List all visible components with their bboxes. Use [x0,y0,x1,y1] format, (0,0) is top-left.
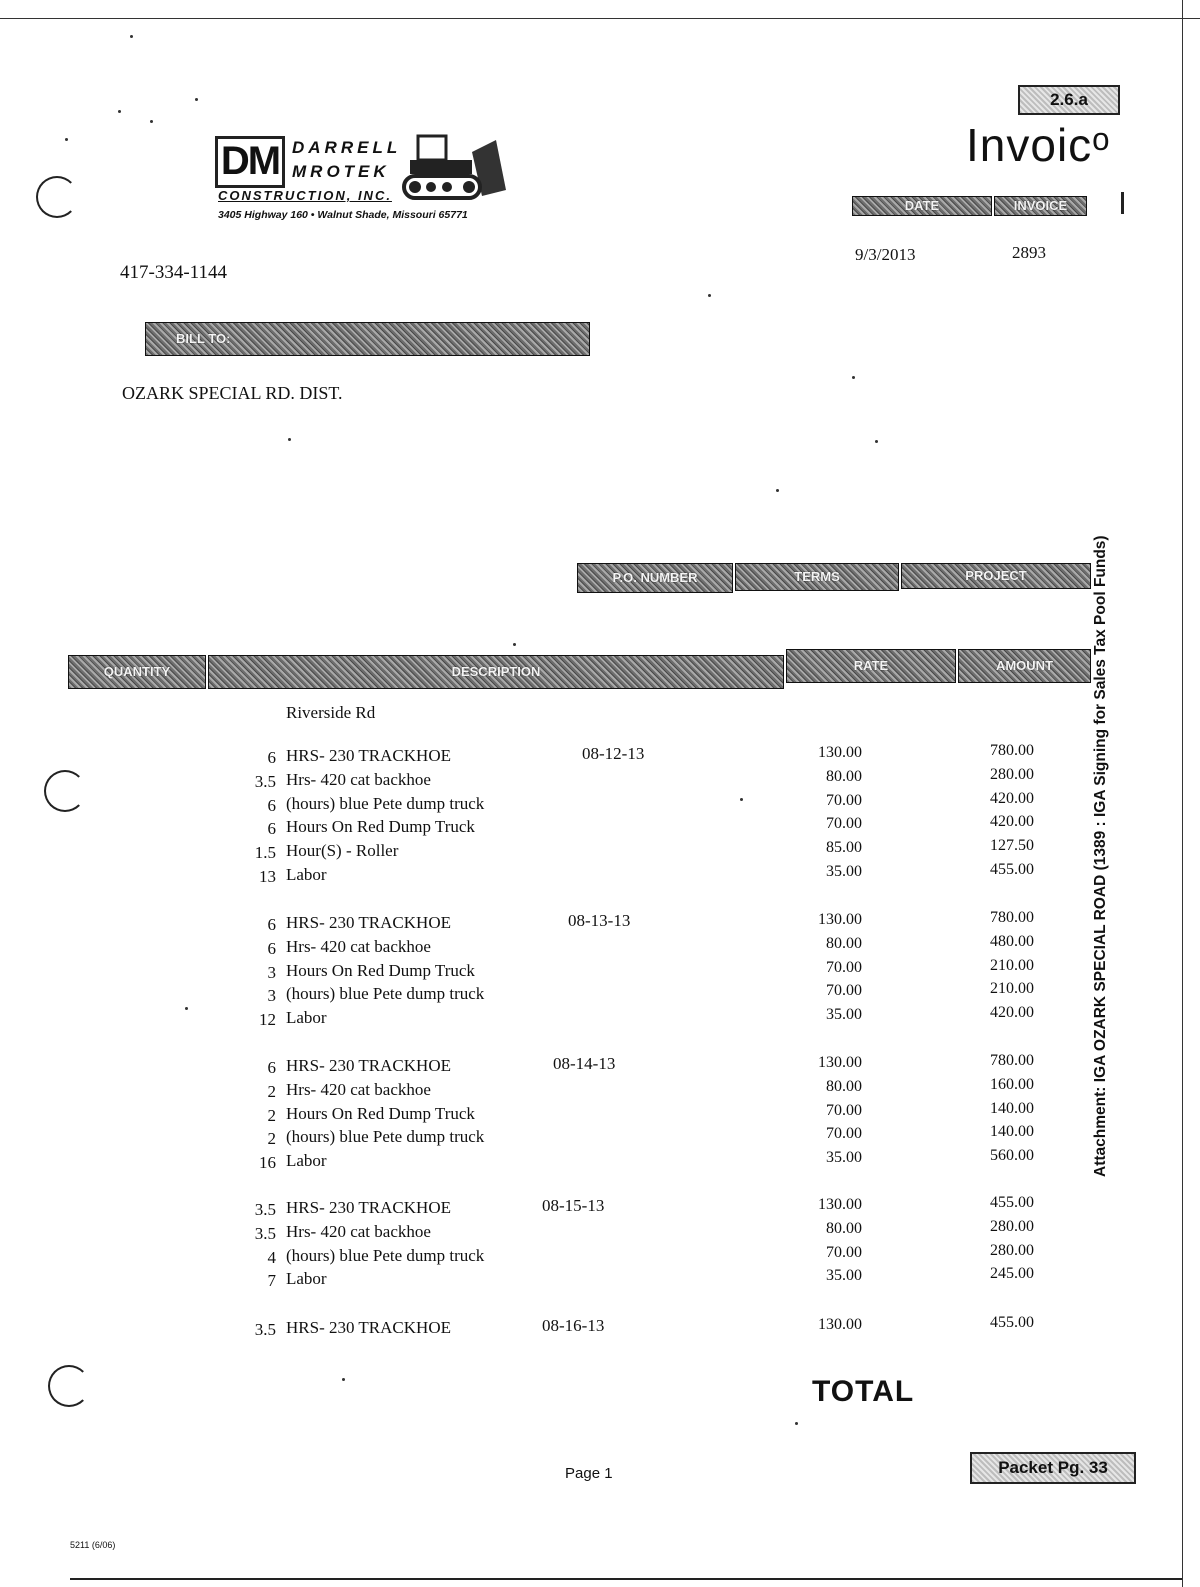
speck [118,110,121,113]
item-amount: 420.00 [990,1004,1034,1022]
item-description: HRS- 230 TRACKHOE [286,1318,451,1337]
service-date: 08-14-13 [553,1054,616,1073]
item-description: Hours On Red Dump Truck [286,817,475,837]
item-description: HRS- 230 TRACKHOE [286,746,451,765]
packet-page-stamp: Packet Pg. 33 [970,1452,1136,1484]
invoice-number-header: INVOICE [994,196,1087,216]
item-rate: 35.00 [826,1267,862,1285]
item-rate: 80.00 [826,934,862,952]
item-description: Labor [286,1151,327,1171]
item-rate: 130.00 [818,1054,862,1071]
item-quantity: 3 [267,962,276,982]
speck [740,798,743,801]
item-description: Hrs- 420 cat backhoe [286,1079,431,1099]
item-rate: 130.00 [818,744,862,761]
item-quantity: 3.5 [254,771,276,791]
item-description: Labor [286,1269,327,1289]
company-logo-mark: DM [215,136,285,188]
speck [130,35,133,38]
item-amount: 560.00 [990,1147,1034,1165]
project-name: Riverside Rd [286,703,376,722]
item-description: (hours) blue Pete dump truck [286,1127,485,1147]
item-quantity: 2 [267,1105,276,1125]
item-quantity: 7 [267,1271,276,1291]
item-amount: 455.00 [990,1314,1034,1331]
section-stamp: 2.6.a [1018,85,1120,115]
item-rate: 80.00 [826,767,862,785]
item-amount: 280.00 [990,1217,1034,1235]
speck [513,643,516,646]
item-rate: 70.00 [826,958,862,976]
item-quantity: 1.5 [254,843,276,863]
scan-bottom-edge [70,1578,1182,1580]
mark [1121,192,1124,214]
item-rate: 35.00 [826,1149,862,1167]
speck [195,98,198,101]
item-amount: 245.00 [990,1265,1034,1283]
total-label: TOTAL [812,1375,915,1408]
item-rate: 70.00 [826,1243,862,1261]
bill-to-header: BILL TO: [145,322,590,356]
scan-top-edge [0,18,1200,19]
company-phone: 417-334-1144 [120,262,227,283]
item-amount: 780.00 [990,1052,1034,1069]
item-amount: 455.00 [990,1194,1034,1211]
item-description: (hours) blue Pete dump truck [286,1245,485,1265]
item-rate: 130.00 [818,1316,862,1333]
hole-punch-top [36,176,78,218]
item-amount: 127.50 [990,837,1034,855]
bill-to-name: OZARK SPECIAL RD. DIST. [122,383,343,403]
item-quantity: 2 [267,1129,276,1149]
item-description: HRS- 230 TRACKHOE [286,913,451,932]
po-number-header: P.O. NUMBER [577,563,733,593]
item-amount: 280.00 [990,765,1034,783]
speck [875,440,878,443]
item-rate: 70.00 [826,1125,862,1143]
item-quantity: 3.5 [254,1320,276,1339]
item-quantity: 3.5 [254,1223,276,1243]
item-amount: 420.00 [990,789,1034,807]
attachment-note: Attachment: IGA OZARK SPECIAL ROAD (1389 : IGA Signing for Sales Tax Pool Funds) [1092,535,1109,1177]
item-description: Labor [286,865,327,884]
service-date: 08-12-13 [582,744,645,763]
item-amount: 780.00 [990,909,1034,926]
company-name-line1: DARRELL [292,138,402,157]
speck [150,120,153,123]
item-quantity: 3.5 [254,1200,276,1219]
item-amount: 210.00 [990,956,1034,974]
item-description: Labor [286,1008,327,1028]
item-description: HRS- 230 TRACKHOE [286,1056,451,1075]
form-code: 5211 (6/06) [70,1540,116,1550]
item-amount: 140.00 [990,1123,1034,1141]
service-date: 08-16-13 [542,1316,605,1335]
item-description: Hrs- 420 cat backhoe [286,1221,431,1241]
item-rate: 130.00 [818,911,862,928]
scan-right-edge [1182,0,1183,1587]
item-amount: 420.00 [990,813,1034,831]
item-rate: 70.00 [826,1101,862,1119]
item-amount: 480.00 [990,932,1034,950]
item-quantity: 6 [267,819,276,839]
item-rate: 70.00 [826,791,862,809]
item-quantity: 12 [259,1010,276,1030]
item-quantity: 6 [267,1058,276,1077]
bulldozer-icon [398,130,510,206]
speck [65,138,68,141]
item-quantity: 16 [259,1153,276,1173]
item-description: Hour(S) - Roller [286,841,399,861]
hole-punch-bottom [48,1365,90,1407]
company-name-line3: CONSTRUCTION, INC. [218,188,392,203]
hole-punch-middle [44,770,86,812]
invoice-date: 9/3/2013 [855,245,916,264]
item-amount: 455.00 [990,861,1034,878]
speck [776,489,779,492]
service-date: 08-15-13 [542,1196,605,1215]
terms-header: TERMS [735,563,899,591]
project-header: PROJECT [901,563,1091,589]
item-rate: 70.00 [826,815,862,833]
item-description: HRS- 230 TRACKHOE [286,1198,451,1217]
item-rate: 80.00 [826,1219,862,1237]
speck [852,376,855,379]
speck [185,1007,188,1010]
item-rate: 130.00 [818,1196,862,1213]
speck [342,1378,345,1381]
item-amount: 160.00 [990,1075,1034,1093]
item-quantity: 13 [259,867,276,886]
item-amount: 210.00 [990,980,1034,998]
invoice-title: Invoicᵒ [966,119,1111,171]
item-quantity: 6 [267,748,276,767]
amount-column-header: AMOUNT [958,649,1091,683]
item-quantity: 4 [267,1247,276,1267]
item-rate: 35.00 [826,863,862,880]
speck [795,1422,798,1425]
date-header: DATE [852,196,992,216]
item-rate: 80.00 [826,1077,862,1095]
company-name-line2: MROTEK [292,162,390,181]
item-quantity: 6 [267,938,276,958]
description-column-header: DESCRIPTION [208,655,784,689]
item-description: Hrs- 420 cat backhoe [286,769,431,789]
page-number: Page 1 [565,1465,613,1482]
item-quantity: 3 [267,986,276,1006]
item-description: Hrs- 420 cat backhoe [286,936,431,956]
item-quantity: 6 [267,915,276,934]
speck [708,294,711,297]
quantity-column-header: QUANTITY [68,655,206,689]
item-quantity: 2 [267,1081,276,1101]
item-quantity: 6 [267,795,276,815]
item-amount: 280.00 [990,1241,1034,1259]
service-date: 08-13-13 [568,911,631,930]
item-rate: 35.00 [826,1006,862,1024]
item-amount: 140.00 [990,1099,1034,1117]
speck [288,438,291,441]
item-description: Hours On Red Dump Truck [286,960,475,980]
item-amount: 780.00 [990,742,1034,759]
item-description: Hours On Red Dump Truck [286,1103,475,1123]
invoice-number: 2893 [1012,243,1046,262]
rate-column-header: RATE [786,649,956,683]
item-rate: 70.00 [826,982,862,1000]
item-rate: 85.00 [826,839,862,857]
item-description: (hours) blue Pete dump truck [286,793,485,813]
item-description: (hours) blue Pete dump truck [286,984,485,1004]
company-address: 3405 Highway 160 • Walnut Shade, Missouri 65771 [218,209,468,221]
